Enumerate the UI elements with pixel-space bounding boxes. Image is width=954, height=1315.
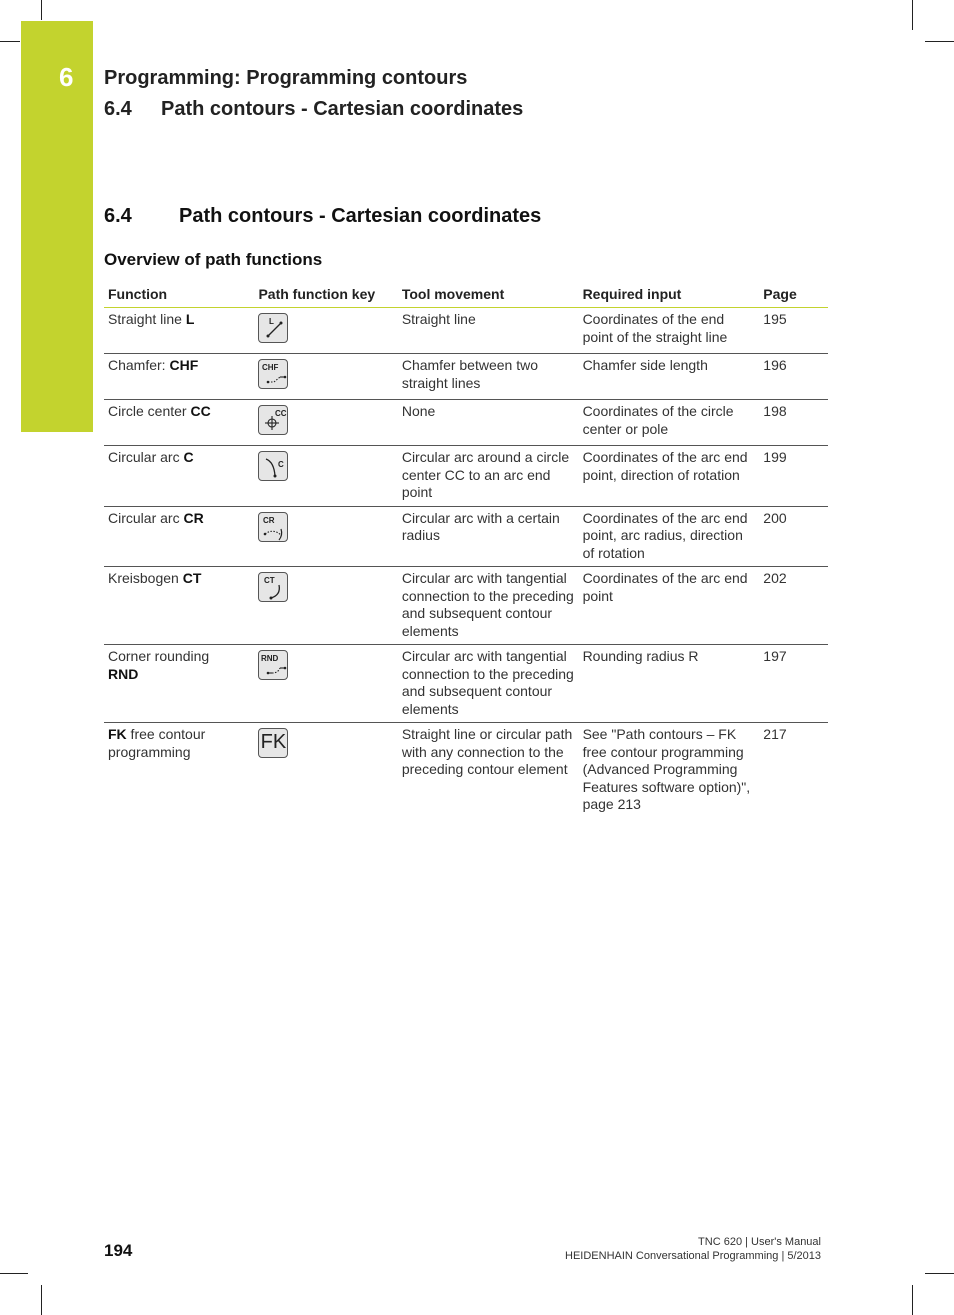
cell-path-function-key: [254, 506, 397, 567]
cell-page: 196: [759, 354, 828, 400]
cell-page: 197: [759, 645, 828, 723]
cell-path-function-key: [254, 400, 397, 446]
function-prefix: Kreisbogen: [108, 570, 183, 586]
table-row: [104, 506, 828, 567]
function-prefix: Straight line: [108, 311, 186, 327]
cell-tool-movement: Circular arc around a circle center CC to an arc end point: [398, 446, 579, 507]
cell-page: 198: [759, 400, 828, 446]
chapter-number: 6: [59, 62, 74, 92]
cell-function: [104, 400, 254, 446]
crop-mark: [41, 1285, 42, 1315]
cell-required-input: Coordinates of the end point of the straight line: [579, 308, 760, 354]
key-label: CT: [264, 576, 276, 585]
cell-required-input: Coordinates of the arc end point: [579, 567, 760, 645]
cell-tool-movement: None: [398, 400, 579, 446]
key-label: RND: [261, 654, 279, 663]
cell-path-function-key: [254, 354, 397, 400]
running-header-title: Programming: Programming contours: [104, 67, 468, 89]
crop-mark: [925, 1273, 954, 1274]
cell-function: [104, 723, 254, 818]
table-row: [104, 400, 828, 446]
corner-rounding-RND-key-icon: [258, 650, 288, 680]
table-row: [104, 354, 828, 400]
function-code: C: [183, 449, 194, 465]
col-header-page: Page: [759, 281, 828, 308]
function-code: RND: [108, 665, 139, 682]
table-row: [104, 567, 828, 645]
function-code: CHF: [169, 357, 199, 373]
crop-mark: [0, 41, 20, 42]
function-prefix: Chamfer:: [108, 357, 170, 373]
straight-line-L-key-icon: [258, 313, 288, 343]
cell-tool-movement: Circular arc with tangential connection to the preceding and subsequent contour elements: [398, 567, 579, 645]
function-code: CT: [182, 570, 202, 586]
function-prefix: Corner rounding: [108, 648, 210, 664]
cell-path-function-key: [254, 645, 397, 723]
fk-key-icon: [258, 728, 288, 758]
cell-page: 195: [759, 308, 828, 354]
key-label: FK: [260, 731, 287, 754]
table-header-row: [104, 281, 828, 308]
table-row: [104, 308, 828, 354]
function-code: L: [185, 311, 195, 327]
cell-function: [104, 308, 254, 354]
col-header-required-input: Required input: [579, 281, 760, 308]
cell-path-function-key: [254, 308, 397, 354]
path-functions-table: [104, 281, 828, 818]
cell-path-function-key: [254, 446, 397, 507]
cell-tool-movement: Circular arc with tangential connection to the preceding and subsequent contour elements: [398, 645, 579, 723]
cell-tool-movement: Straight line or circular path with any connection to the preceding contour element: [401, 726, 573, 777]
section-heading: [104, 205, 541, 228]
cell-required-input: Coordinates of the arc end point, direction of rotation: [579, 446, 760, 507]
crop-mark: [41, 0, 42, 20]
cell-required-input: Chamfer side length: [579, 354, 760, 400]
cell-page: 199: [759, 446, 828, 507]
cell-required-input: Rounding radius R: [579, 645, 760, 723]
col-header-tool-movement: Tool movement: [398, 281, 579, 308]
running-header-section-title: Path contours - Cartesian coordinates: [161, 98, 524, 120]
cell-path-function-key: [254, 567, 397, 645]
circle-center-CC-key-icon: [258, 405, 288, 435]
cell-tool-movement: Chamfer between two straight lines: [398, 354, 579, 400]
function-code: CC: [190, 403, 211, 419]
cell-page: 200: [759, 506, 828, 567]
crop-mark: [912, 1285, 913, 1315]
function-code: FK: [108, 726, 127, 742]
section-number: 6.4: [104, 205, 132, 227]
running-header-section-number: 6.4: [104, 98, 132, 120]
cell-required-input: Coordinates of the circle center or pole: [579, 400, 760, 446]
running-header-section: [104, 98, 523, 121]
function-suffix: free contour programming: [108, 726, 206, 760]
page-number: 194: [104, 1241, 133, 1260]
cell-function: [104, 567, 254, 645]
crop-mark: [0, 1273, 28, 1274]
function-prefix: Circular arc: [108, 509, 184, 526]
circular-arc-CR-key-icon: [258, 512, 288, 542]
cell-function: [104, 645, 254, 723]
function-prefix: Circle center: [108, 403, 191, 419]
cell-function: [104, 446, 254, 507]
table-row: [104, 446, 828, 507]
function-code: CR: [183, 509, 204, 526]
crop-mark: [925, 41, 954, 42]
chamfer-CHF-key-icon: [258, 359, 288, 389]
cell-tool-movement: Circular arc with a certain radius: [398, 506, 579, 567]
cell-tool-movement: Straight line: [398, 308, 579, 354]
key-label: CHF: [262, 363, 279, 372]
cell-page: 202: [759, 567, 828, 645]
cell-page: 217: [763, 726, 787, 742]
circular-arc-CT-key-icon: [258, 572, 288, 602]
key-label: C: [278, 460, 285, 469]
cell-function: [104, 354, 254, 400]
subsection-heading: Overview of path functions: [104, 250, 323, 269]
key-label: L: [269, 317, 275, 326]
key-label: CC: [275, 409, 288, 418]
crop-mark: [912, 0, 913, 30]
footer-line-2: HEIDENHAIN Conversational Programming | 5/2013: [565, 1250, 821, 1262]
key-label: CR: [263, 515, 276, 525]
footer-info: [565, 1235, 821, 1263]
col-header-path-function-key: Path function key: [254, 281, 397, 308]
col-header-function: Function: [104, 281, 254, 308]
footer-line-1: TNC 620 | User's Manual: [698, 1236, 821, 1248]
table-row: [104, 645, 828, 723]
table-row: [104, 723, 828, 818]
cell-required-input: See "Path contours – FK free contour programming (Advanced Programming Features software option)", page 213: [582, 726, 751, 812]
circular-arc-C-key-icon: [258, 451, 288, 481]
cell-function: [104, 506, 254, 567]
function-prefix: Circular arc: [108, 449, 184, 465]
cell-required-input: Coordinates of the arc end point, arc radius, direction of rotation: [579, 506, 760, 567]
cell-path-function-key: [254, 723, 397, 818]
section-title: Path contours - Cartesian coordinates: [179, 205, 542, 227]
